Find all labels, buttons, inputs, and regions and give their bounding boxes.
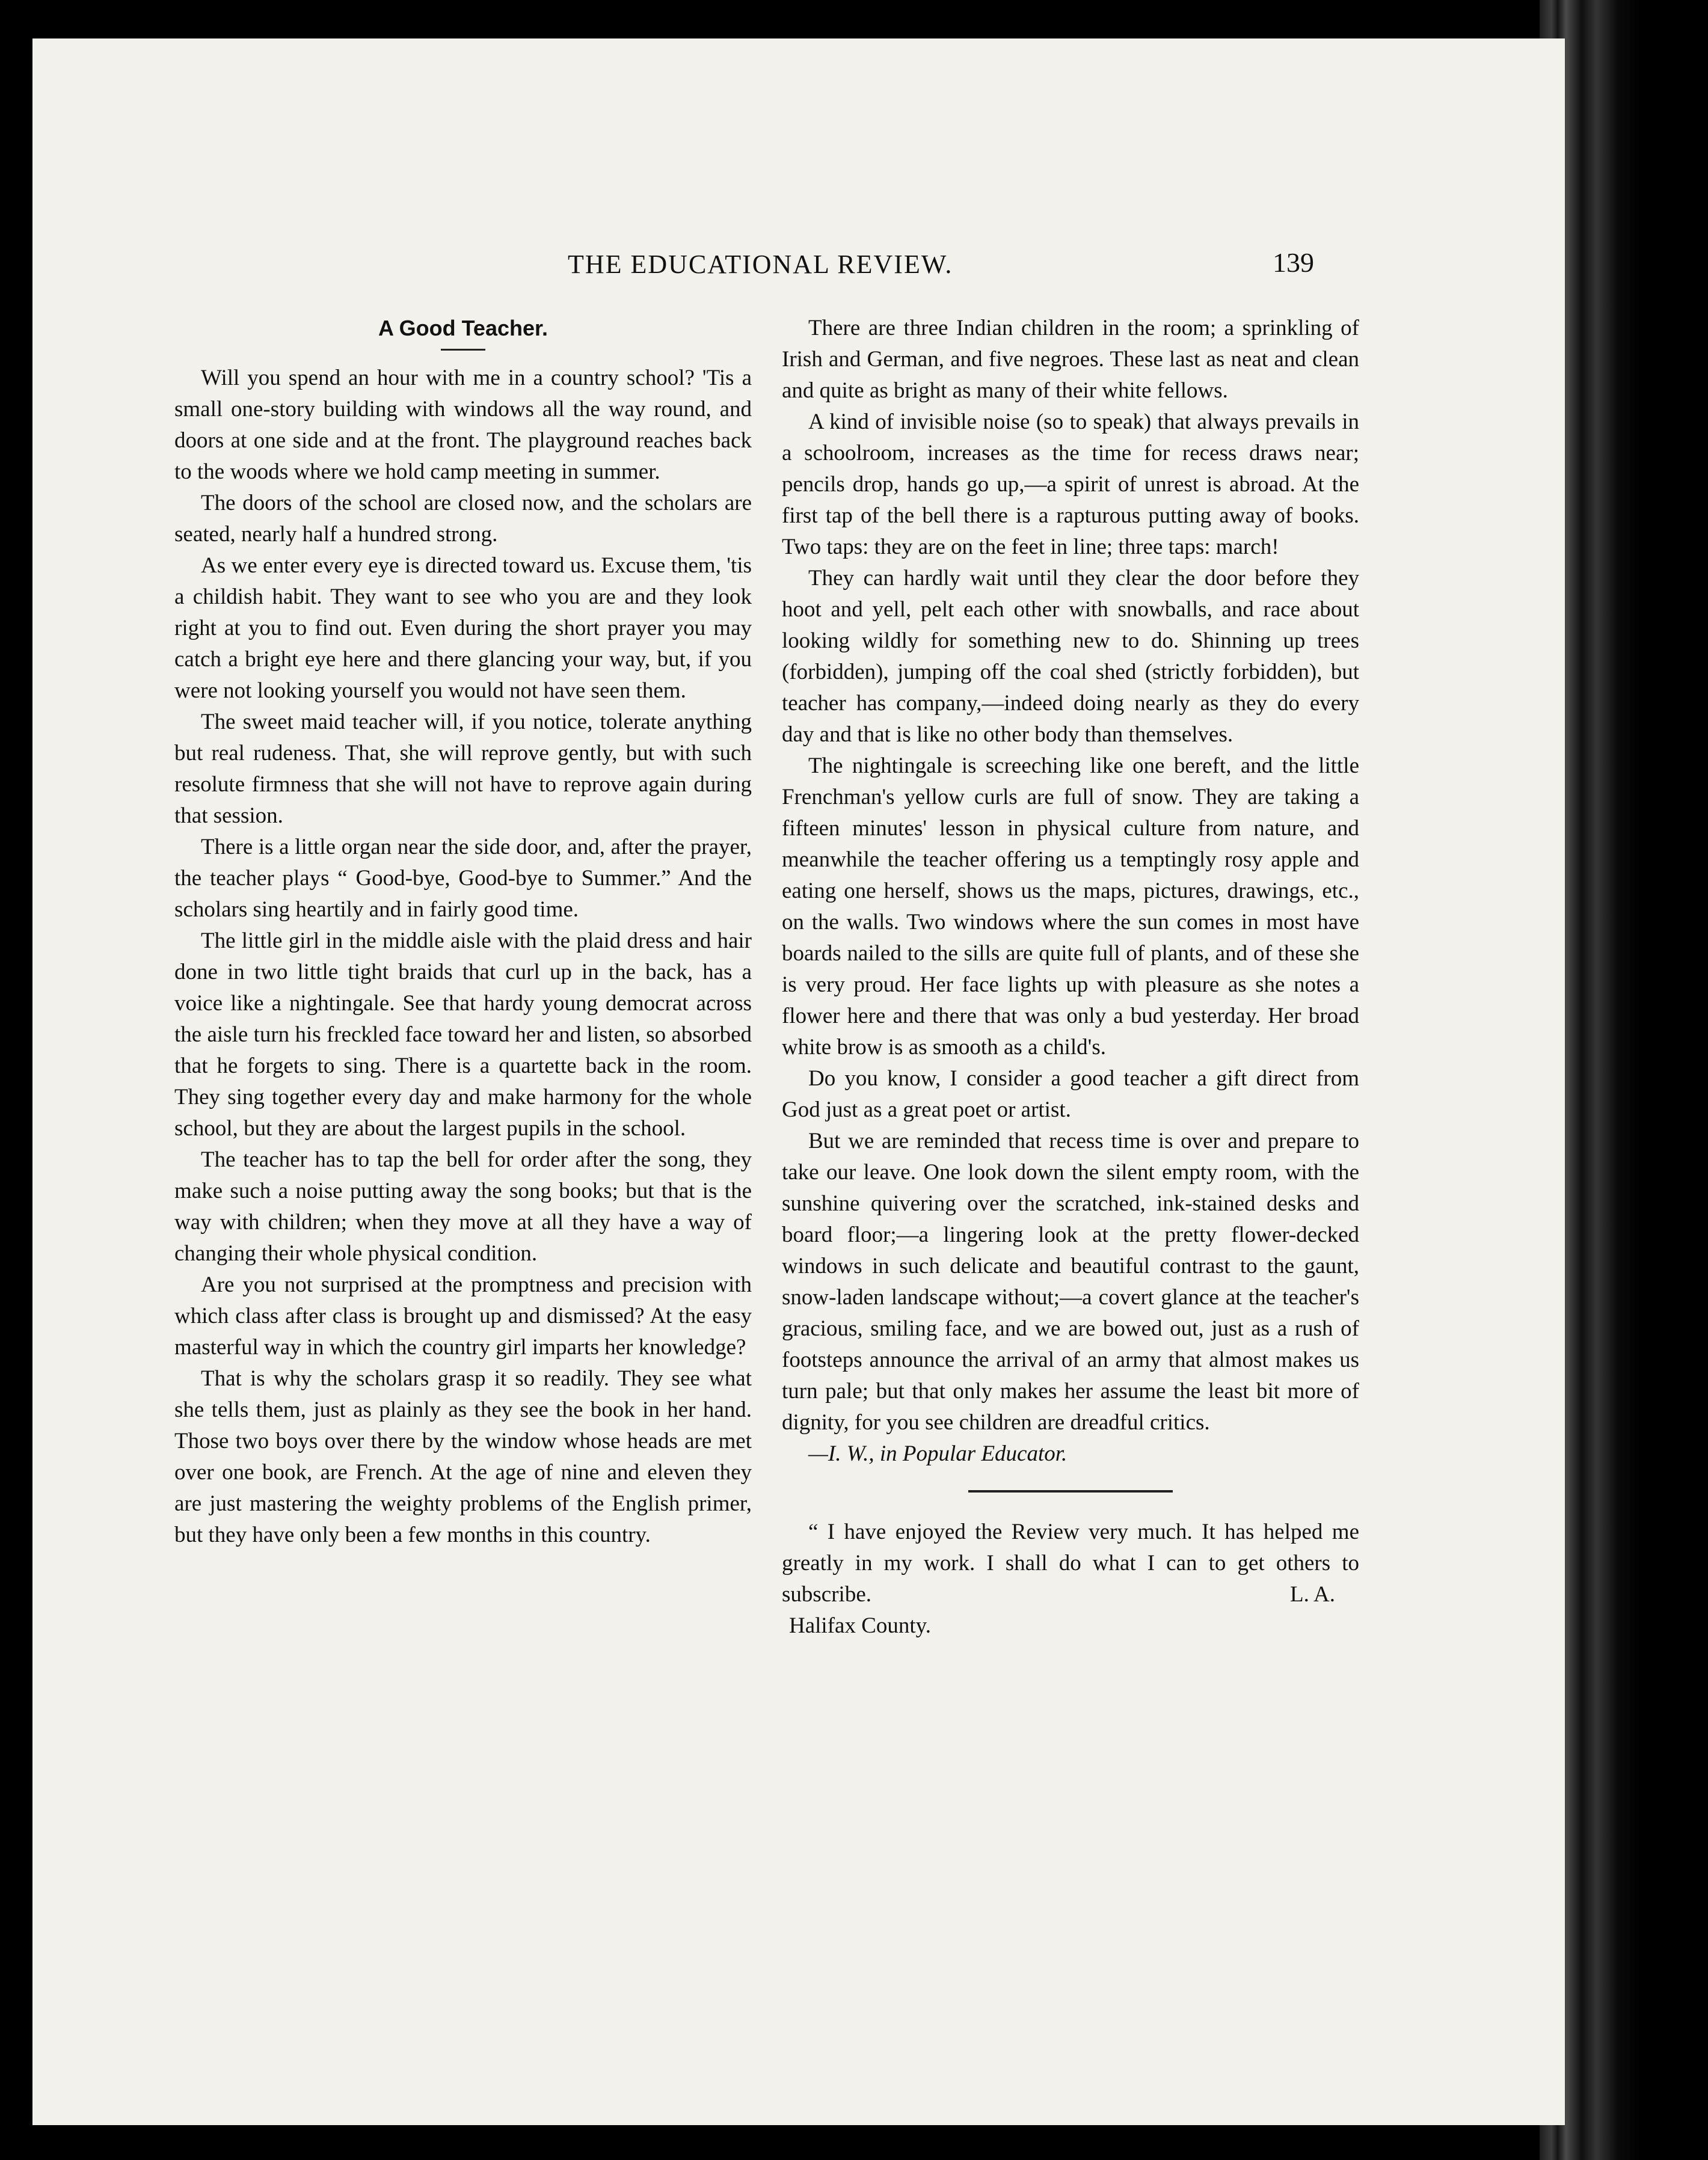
paragraph: But we are reminded that recess time is over and prepare to take our leave. One look down the silent empty room, with the sunshine quivering over the scratched, ink-stained desks and board floor;—a lingering look at the pretty flower-decked windows in such delicate and beautiful contrast to the gaunt, snow-laden landscape without;—a covert glance at the teacher's gracious, smiling face, and we are bowed out, just as a rush of footsteps announce the arrival of an army that almost makes us turn pale; but that only makes her assume the least bit more of dignity, for you see children are dreadful critics. [782, 1129, 1359, 1435]
paragraph: As we enter every eye is directed toward us. Excuse them, 'tis a childish habit. They want to see who you are and they look right at you to find out. Even during the short prayer you may catch a bright eye here and there glancing your way, but, if you were not looking yourself you would not have seen them. [174, 553, 752, 703]
scanned-page [32, 38, 1565, 2125]
paragraph: The teacher has to tap the bell for order after the song, they make such a noise putting away the song books; but that is the way with children; when they move at all they have a way of changing their whole physical condition. [174, 1147, 752, 1266]
testimonial-county: Halifax County. [789, 1613, 932, 1638]
title-rule [441, 349, 485, 351]
section-divider [968, 1490, 1173, 1493]
article-source: —I. W., in Popular Educator. [808, 1441, 1068, 1466]
paragraph: That is why the scholars grasp it so readily. They see what she tells them, just as plainly as they see the book in her hand. Those two boys over there by the window whose heads are met over one book, are French. At the age of nine and eleven they are just mastering the weighty problems of the English primer, but they have only been a few months in this country. [174, 1366, 752, 1547]
paragraph: They can hardly wait until they clear the door before they hoot and yell, pelt each other with snowballs, and race about looking wildly for something new to do. Shinning up trees (forbidden), jumping off the coal shed (strictly forbidden), but teacher has company,—indeed doing nearly as they do every day and that is like no other body than themselves. [782, 566, 1359, 747]
page [32, 38, 1565, 2125]
left-column [174, 313, 752, 1551]
right-column [782, 313, 1359, 1642]
paragraph: Are you not surprised at the promptness and precision with which class after class is brought up and dismissed? At the easy masterful way in which the country girl imparts her knowledge? [174, 1272, 752, 1360]
paragraph: The doors of the school are closed now, and the scholars are seated, nearly half a hundred strong. [174, 491, 752, 547]
paragraph: There are three Indian children in the room; a sprinkling of Irish and German, and five negroes. These last as neat and clean and quite as bright as many of their white fellows. [782, 316, 1359, 403]
running-head-title: THE EDUCATIONAL REVIEW. [568, 250, 953, 279]
testimonial-text: “ I have enjoyed the Review very much. It has helped me greatly in my work. I shall do what I can to get others to subscribe. [782, 1520, 1359, 1607]
paragraph: The nightingale is screeching like one bereft, and the little Frenchman's yellow curls are full of snow. They are taking a fifteen minutes' lesson in physical culture from nature, and meanwhile the teacher offering us a temptingly rosy apple and eating one herself, shows us the maps, pictures, drawings, etc., on the walls. Two windows where the sun comes in most have boards nailed to the sills are quite full of plants, and of these she is very proud. Her face lights up with pleasure as she notes a flower here and there that was only a bud yesterday. Her broad white brow is as smooth as a child's. [782, 753, 1359, 1060]
testimonial-quote [782, 1517, 1359, 1610]
paragraph: A kind of invisible noise (so to speak) that always prevails in a schoolroom, increases as the time for recess draws near; pencils drop, hands go up,—a spirit of unrest is abroad. At the first tap of the bell there is a rapturous putting away of books. Two taps: they are on the feet in line; three taps: march! [782, 410, 1359, 559]
paragraph: There is a little organ near the side door, and, after the prayer, the teacher plays “ Good-bye, Good-bye to Summer.” And the scholars sing heartily and in fairly good time. [174, 835, 752, 922]
page-number: 139 [1273, 247, 1314, 278]
paragraph: Will you spend an hour with me in a country school? 'Tis a small one-story building with windows all the way round, and doors at one side and at the front. The playground reaches back to the woods where we hold camp meeting in summer. [174, 366, 752, 484]
book-edge [1540, 0, 1708, 2160]
paragraph: The sweet maid teacher will, if you notice, tolerate anything but real rudeness. That, she will reprove gently, but with such resolute firmness that she will not have to reprove again during that session. [174, 710, 752, 828]
article-title: A Good Teacher. [378, 316, 548, 340]
paragraph: The little girl in the middle aisle with the plaid dress and hair done in two little tight braids that curl up in the back, has a voice like a nightingale. See that hardy young democrat across the aisle turn his freckled face toward her and listen, so absorbed that he forgets to sing. There is a quartette back in the room. They sing together every day and make harmony for the whole school, but they are about the largest pupils in the school. [174, 928, 752, 1141]
paragraph: Do you know, I consider a good teacher a gift direct from God just as a great poet or artist. [782, 1066, 1359, 1122]
testimonial-initials: L. A. [1289, 1582, 1335, 1607]
